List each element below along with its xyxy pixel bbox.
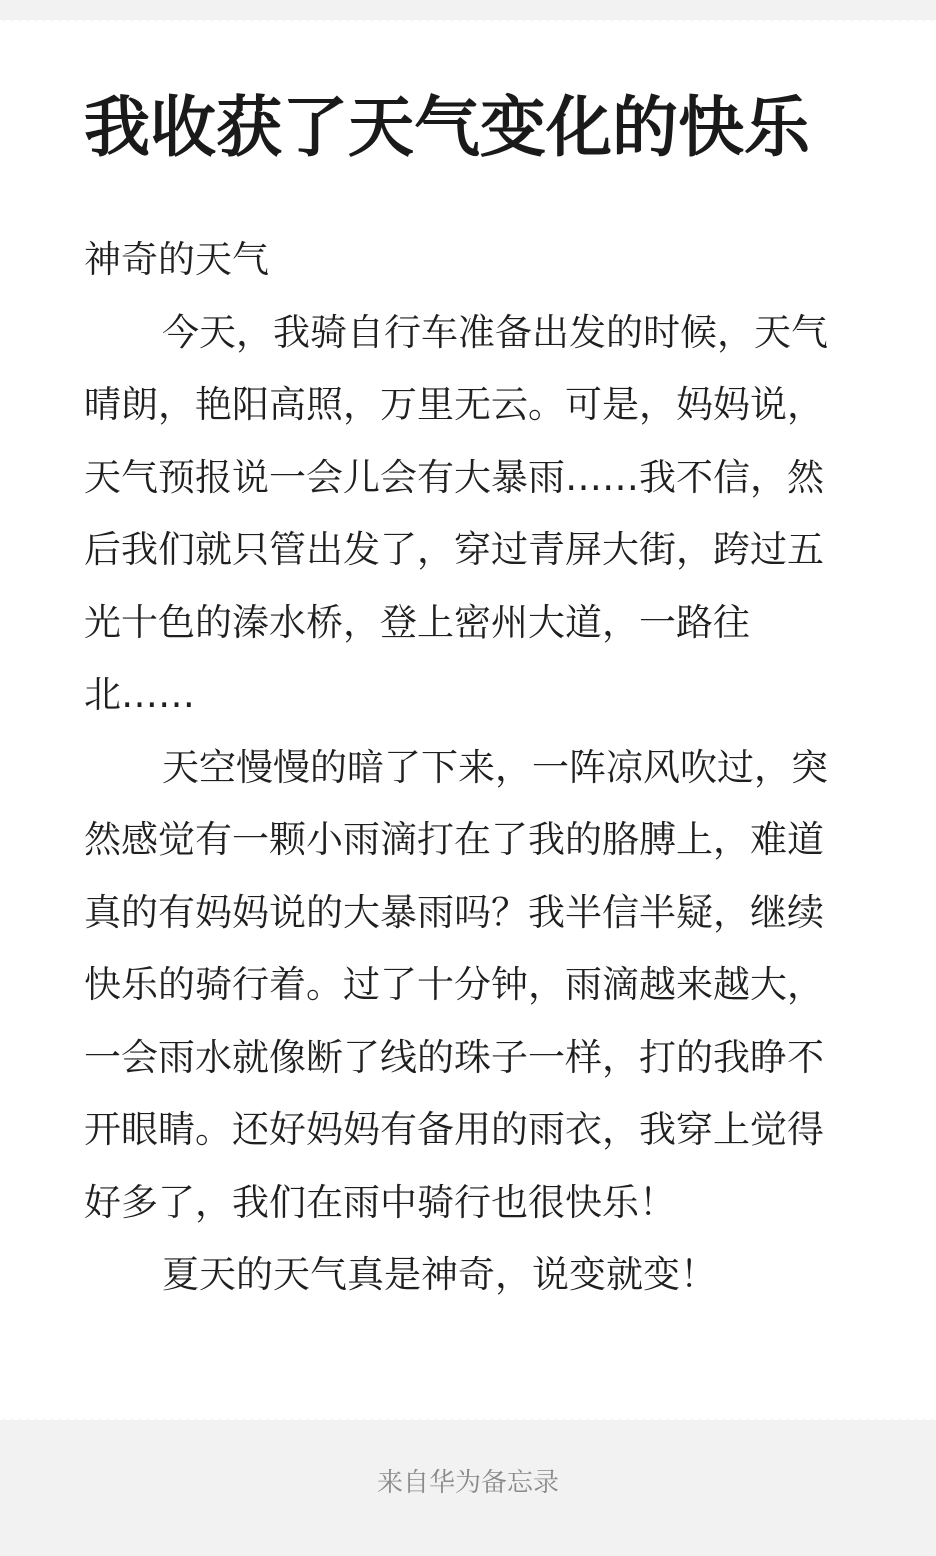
note-paragraph-1: 今天，我骑自行车准备出发的时候，天气晴朗，艳阳高照，万里无云。可是，妈妈说，天气预报说一会儿会有大暴雨……我不信，然后我们就只管出发了，穿过青屏大街，跨过五光十色的溱水桥，登上密州大道，一路往北…… — [84, 310, 828, 716]
note-paragraph-3: 夏天的天气真是神奇，说变就变！ — [162, 1253, 717, 1296]
note-title: 我收获了天气变化的快乐 — [84, 89, 810, 166]
note-body — [84, 224, 844, 1312]
footer-source-label: 来自华为备忘录 — [376, 1468, 559, 1498]
note-card — [0, 24, 936, 1416]
note-subtitle: 神奇的天气 — [84, 238, 269, 281]
note-paragraph-2: 天空慢慢的暗了下来，一阵凉风吹过，突然感觉有一颗小雨滴打在了我的胳膊上，难道真的有妈妈说的大暴雨吗？我半信半疑，继续快乐的骑行着。过了十分钟，雨滴越来越大，一会雨水就像断了线的珠子一样，打的我睁不开眼睛。还好妈妈有备用的雨衣，我穿上觉得好多了，我们在雨中骑行也很快乐！ — [84, 745, 828, 1224]
